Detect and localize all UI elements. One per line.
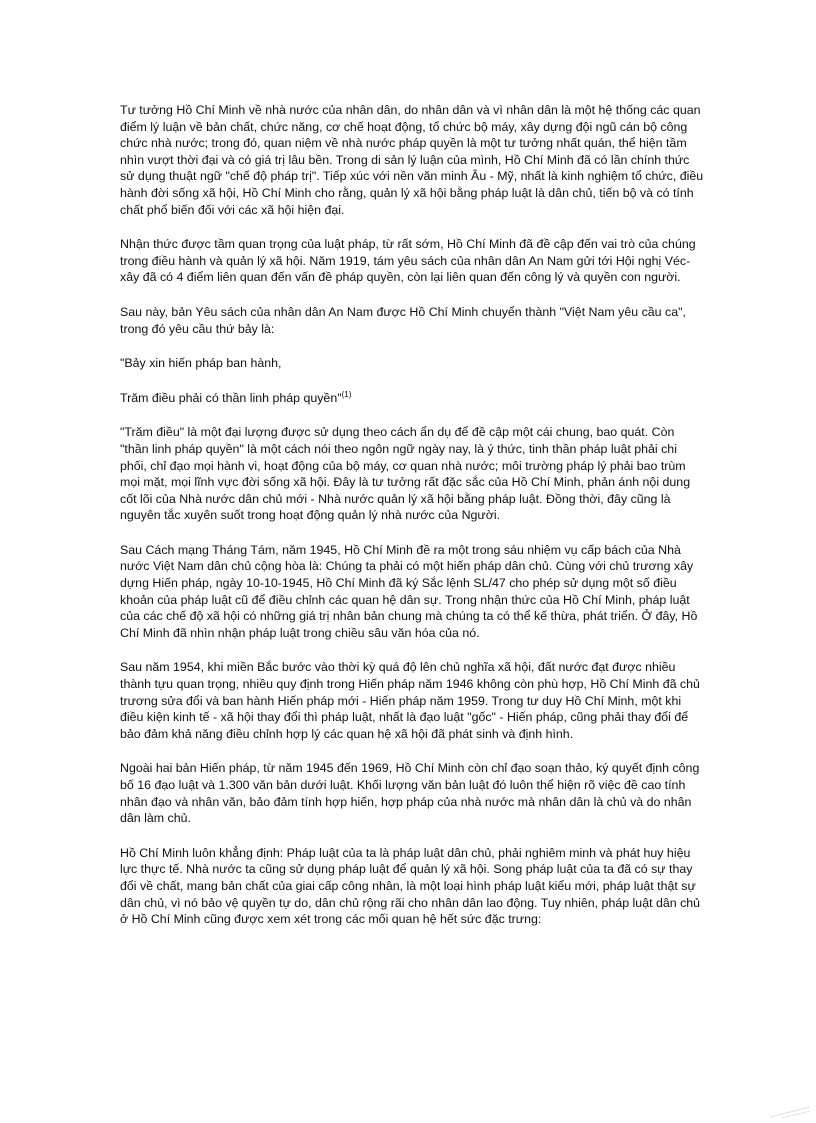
paragraph-5: Sau Cách mạng Tháng Tám, năm 1945, Hồ Chí Minh đề ra một trong sáu nhiệm vụ cấp bách của Nhà nước Việt Nam dân chủ cộng hòa là: Chúng ta phải có một hiến pháp dân chủ. Cùng với chủ trương xây dựng Hiến pháp, ngày 10-10-1945, Hồ Chí Minh đã ký Sắc lệnh SL/47 cho phép sử dụng một số điều khoản của pháp luật cũ để điều chỉnh các quan hệ dân sự. Trong nhận thức của Hồ Chí Minh, pháp luật của các chế độ xã hội có những giá trị nhân bản chung mà chúng ta có thể kế thừa, phát triển. Ở đây, Hồ Chí Minh đã nhìn nhận pháp luật trong chiều sâu văn hóa của nó.	[120, 542, 698, 640]
paragraph-2: Nhận thức được tầm quan trọng của luật pháp, từ rất sớm, Hồ Chí Minh đã đề cập đến vai trò của chúng trong điều hành và quản lý xã hội. Năm 1919, tám yêu sách của nhân dân An Nam gửi tới Hội nghị Véc- xây đã có 4 điểm liên quan đến vấn đề pháp quyền, còn lại liên quan đến công lý và quyền con người.	[120, 237, 696, 285]
document-body	[120, 102, 704, 946]
page-corner-decoration	[768, 1105, 812, 1119]
poem-line-2-text: Trăm điều phải có thần linh pháp quyền"	[120, 390, 342, 405]
paragraph-7: Ngoài hai bản Hiến pháp, từ năm 1945 đến 1969, Hồ Chí Minh còn chỉ đạo soạn thảo, ký quyết định công bố 16 đạo luật và 1.300 văn bản dưới luật. Khối lượng văn bản luật đó luôn thể hiện rõ việc đề cao tính nhân đạo và nhân văn, bảo đảm tính hợp hiến, hợp pháp của nhà nước mà nhân dân là chủ và do nhân dân làm chủ.	[120, 761, 700, 826]
poem-line-2	[120, 390, 704, 407]
paragraph-8: Hồ Chí Minh luôn khẳng định: Pháp luật của ta là pháp luật dân chủ, phải nghiêm minh và phát huy hiệu lực thực tế. Nhà nước ta cũng sử dụng pháp luật để quản lý xã hội. Song pháp luật của ta đã có sự thay đổi về chất, mang bản chất của giai cấp công nhân, là một loại hình pháp luật kiểu mới, pháp luật thật sự dân chủ, vì nó bảo vệ quyền tự do, dân chủ rộng rãi cho nhân dân lao động. Tuy nhiên, pháp luật dân chủ ở Hồ Chí Minh cũng được xem xét trong các mối quan hệ hết sức đặc trưng:	[120, 845, 701, 927]
footnote-ref: (1)	[341, 389, 352, 399]
paragraph-3: Sau này, bản Yêu sách của nhân dân An Nam được Hồ Chí Minh chuyển thành "Việt Nam yêu cầu ca", trong đó yêu cầu thứ bảy là:	[120, 304, 686, 336]
paragraph-4: "Trăm điều" là một đại lượng được sử dụng theo cách ẩn dụ để đề cập một cái chung, bao quát. Còn "thần linh pháp quyền" là một cách nói theo ngôn ngữ ngày nay, là ý thức, tinh thần pháp luật phải chi phối, chỉ đạo mọi hành vi, hoạt động của bộ máy, cơ quan nhà nước; môi trường pháp lý phải bao trùm mọi mặt, mọi lĩnh vực đời sống xã hội. Đây là tư tưởng rất đặc sắc của Hồ Chí Minh, phản ánh nội dung cốt lõi của Nhà nước dân chủ mới - Nhà nước quản lý xã hội bằng pháp luật. Đồng thời, đây cũng là nguyên tắc xuyên suốt trong hoạt động quản lý nhà nước của Người.	[120, 425, 691, 523]
paragraph-6: Sau năm 1954, khi miền Bắc bước vào thời kỳ quá độ lên chủ nghĩa xã hội, đất nước đạt được nhiều thành tựu quan trọng, nhiều quy định trong Hiến pháp năm 1946 không còn phù hợp, Hồ Chí Minh đã chủ trương sửa đổi và ban hành Hiến pháp mới - Hiến pháp năm 1959. Trong tư duy Hồ Chí Minh, một khi điều kiện kinh tế - xã hội thay đổi thì pháp luật, nhất là đạo luật "gốc" - Hiến pháp, cũng phải thay đổi để bảo đảm khả năng điều chỉnh hợp lý các quan hệ xã hội đã phát sinh và định hình.	[120, 660, 700, 741]
paragraph-1: Tư tưởng Hồ Chí Minh về nhà nước của nhân dân, do nhân dân và vì nhân dân là một hệ thống các quan điểm lý luận về bản chất, chức năng, cơ chế hoạt động, tổ chức bộ máy, xây dựng đội ngũ cán bộ công chức nhà nước; trong đó, quan niệm về nhà nước pháp quyền là một tư tưởng nhất quán, thể hiện tầm nhìn vượt thời đại và có giá trị lâu bền. Trong di sản lý luận của mình, Hồ Chí Minh đã có lần chính thức sử dụng thuật ngữ "chế độ pháp trị". Tiếp xúc với nền văn minh Âu - Mỹ, nhất là kinh nghiệm tổ chức, điều hành đời sống xã hội, Hồ Chí Minh cho rằng, quản lý xã hội bằng pháp luật là dân chủ, tiến bộ và có tính chất phổ biến đối với các xã hội hiện đại.	[120, 103, 704, 217]
poem-line-1: "Bảy xin hiến pháp ban hành,	[120, 356, 282, 371]
